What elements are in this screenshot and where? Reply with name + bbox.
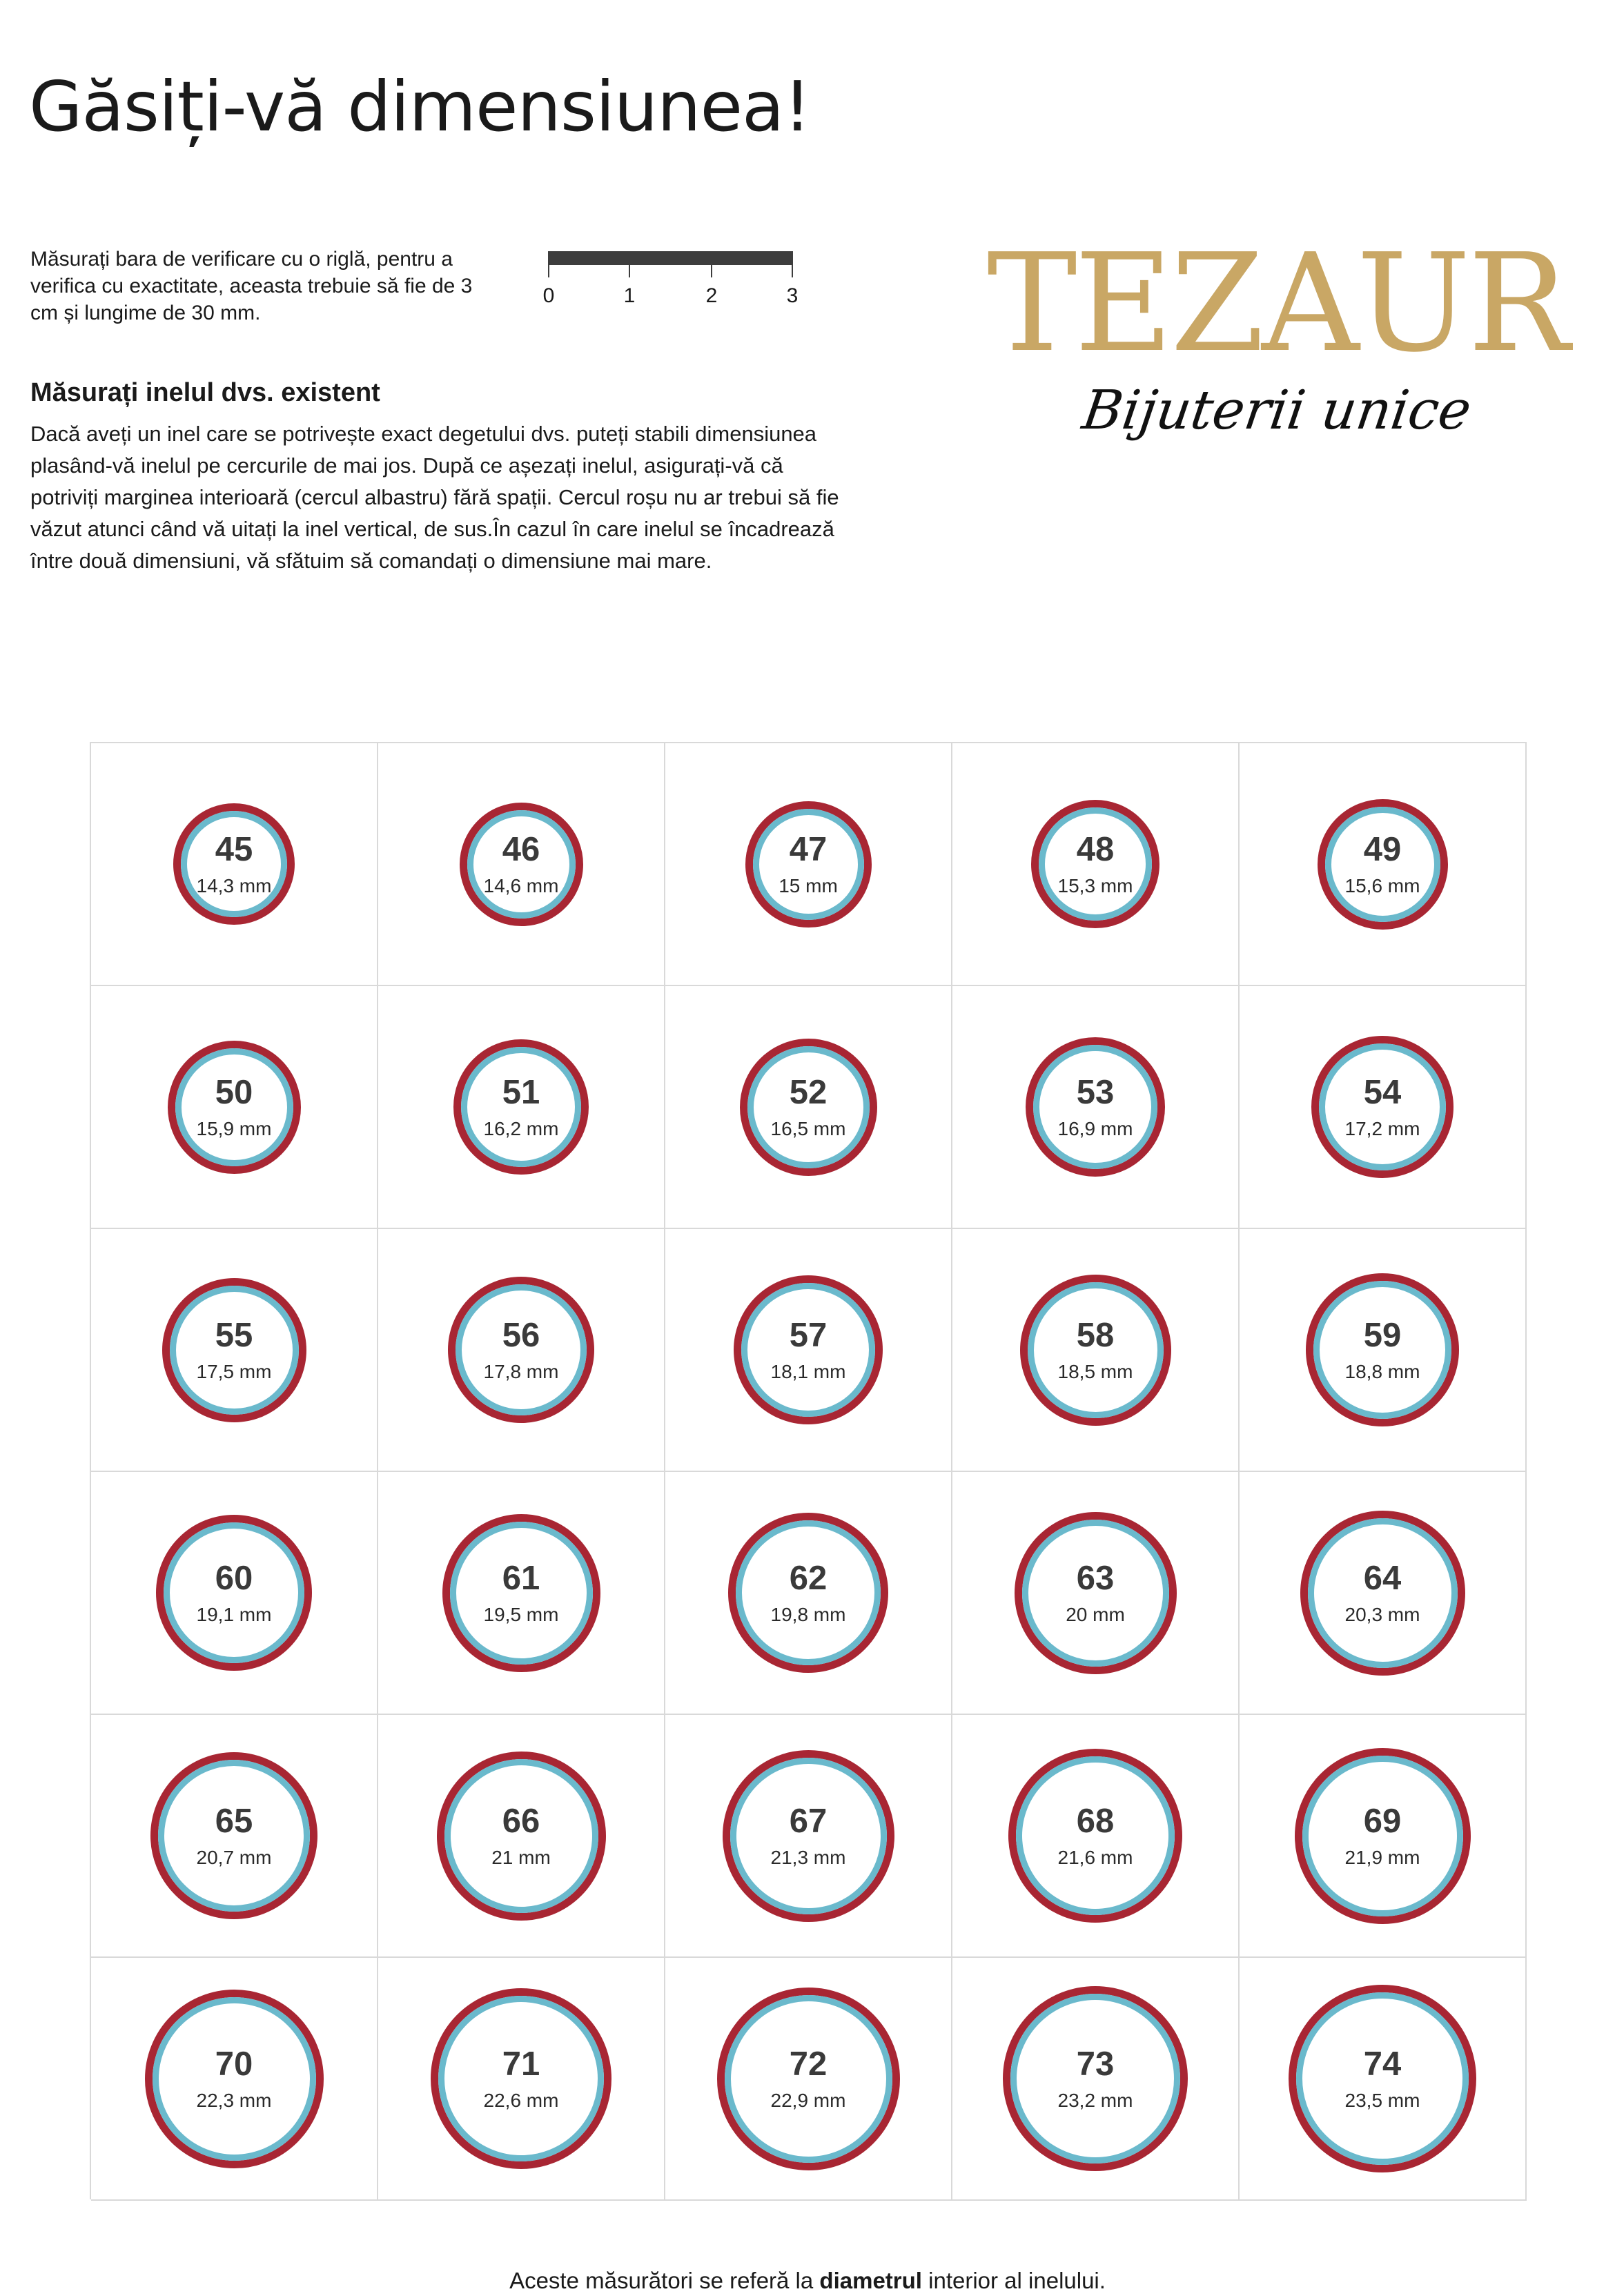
grid-row — [91, 1958, 1527, 2201]
ring-circle-outer — [448, 1277, 594, 1423]
ring-circle-outer — [460, 803, 583, 926]
ring-circle-outer — [442, 1514, 600, 1672]
ring-circle-outer — [717, 1988, 900, 2170]
ring-diameter: 17,8 mm — [483, 1360, 559, 1382]
size-cell — [952, 1472, 1240, 1715]
size-cell — [91, 1715, 378, 1958]
ring-circle-inner — [1016, 1756, 1175, 1915]
ring-diameter: 15,3 mm — [1057, 874, 1133, 896]
ring-size-number: 74 — [1363, 2045, 1402, 2083]
ring-circle-outer — [1289, 1985, 1476, 2172]
ruler-label-3: 3 — [786, 284, 799, 307]
ring-diameter: 18,1 mm — [770, 1360, 846, 1382]
ring-circle-outer — [1020, 1275, 1171, 1426]
size-cell — [665, 1472, 952, 1715]
ring-circle-inner — [461, 1047, 581, 1167]
ring-circle-outer — [728, 1513, 888, 1673]
ring-circle-inner — [1039, 807, 1152, 921]
size-cell — [952, 1715, 1240, 1958]
ring-size-number: 68 — [1076, 1802, 1115, 1840]
ring-circle-outer — [723, 1750, 894, 1922]
ring-circle-outer — [156, 1515, 312, 1671]
ring-size-number: 59 — [1363, 1316, 1402, 1354]
ring-size-number: 61 — [502, 1559, 540, 1597]
size-cell — [378, 1472, 665, 1715]
size-cell — [665, 743, 952, 986]
ring-circle-inner — [1302, 1756, 1463, 1916]
ring-circle-inner — [1022, 1520, 1169, 1667]
ring-size-number: 63 — [1076, 1559, 1115, 1597]
ring-size-number: 55 — [215, 1316, 253, 1354]
ruler-label-1: 1 — [623, 284, 636, 307]
ring-circle-inner — [444, 1759, 598, 1913]
ring-circle-inner — [170, 1286, 299, 1415]
footer-note — [0, 2268, 1615, 2294]
ring-size-number: 66 — [502, 1802, 540, 1840]
ring-size-number: 65 — [215, 1802, 253, 1840]
ring-diameter: 16,9 mm — [1057, 1117, 1133, 1139]
size-cell — [952, 986, 1240, 1229]
ruler-bar — [548, 251, 792, 265]
size-cell — [91, 1229, 378, 1472]
size-cell — [1240, 1715, 1527, 1958]
ring-circle-inner — [730, 1758, 887, 1914]
footer-text-bold: diametrul — [819, 2268, 922, 2293]
ring-size-number: 51 — [502, 1073, 540, 1111]
size-cell — [378, 1958, 665, 2201]
ring-circle-outer — [168, 1041, 301, 1174]
ring-circle-inner — [1028, 1282, 1164, 1418]
ring-size-number: 46 — [502, 830, 540, 868]
ring-circle-outer — [1300, 1511, 1465, 1676]
ring-diameter: 19,5 mm — [483, 1603, 559, 1625]
ring-size-number: 47 — [789, 830, 828, 868]
size-cell — [665, 1229, 952, 1472]
size-cell — [1240, 743, 1527, 986]
ring-circle-outer — [437, 1752, 606, 1921]
verification-ruler — [542, 248, 808, 317]
logo-brand: TEZAUR — [987, 225, 1567, 382]
tezaur-logo — [987, 225, 1567, 469]
size-cell — [1240, 986, 1527, 1229]
ring-size-number: 60 — [215, 1559, 253, 1597]
ring-circle-inner — [1313, 1281, 1451, 1419]
ring-diameter: 21 mm — [491, 1846, 551, 1868]
ring-circle-outer — [745, 801, 872, 928]
ring-size-number: 72 — [789, 2045, 828, 2083]
ring-circle-outer — [431, 1988, 611, 2169]
ring-circle-inner — [1319, 1043, 1446, 1170]
ring-diameter: 20 mm — [1066, 1603, 1125, 1625]
ring-diameter: 18,5 mm — [1057, 1360, 1133, 1382]
ring-size-number: 69 — [1363, 1802, 1402, 1840]
ring-size-number: 73 — [1076, 2045, 1115, 2083]
size-cell — [91, 1958, 378, 2201]
ring-circle-inner — [753, 809, 864, 920]
ring-diameter: 17,2 mm — [1344, 1117, 1420, 1139]
ring-circle-inner — [1010, 1994, 1180, 2163]
ring-circle-inner — [450, 1522, 593, 1665]
ruler-tick — [548, 251, 549, 277]
ring-circle-outer — [1003, 1986, 1188, 2171]
page-title: Găsiți-vă dimensiunea! — [29, 66, 811, 147]
size-cell — [665, 1958, 952, 2201]
ring-diameter: 14,6 mm — [483, 874, 559, 896]
ring-size-number: 67 — [789, 1802, 828, 1840]
ruler-tick — [711, 251, 712, 277]
size-cell — [378, 1715, 665, 1958]
measure-heading: Măsurați inelul dvs. existent — [30, 378, 380, 407]
ring-diameter: 22,6 mm — [483, 2089, 559, 2111]
ring-size-number: 64 — [1363, 1559, 1402, 1597]
size-cell — [952, 743, 1240, 986]
ruler-tick — [792, 251, 793, 277]
ring-circle-inner — [1325, 807, 1440, 922]
size-cell — [952, 1958, 1240, 2201]
ring-diameter: 17,5 mm — [196, 1360, 272, 1382]
ring-circle-outer — [1311, 1036, 1454, 1178]
ring-diameter: 23,2 mm — [1057, 2089, 1133, 2111]
size-cell — [91, 986, 378, 1229]
logo-tagline: Bijuterii unice — [1078, 380, 1476, 442]
ring-diameter: 20,3 mm — [1344, 1603, 1420, 1625]
ring-circle-outer — [145, 1990, 324, 2168]
ring-circle-inner — [747, 1046, 870, 1168]
ring-size-number: 57 — [789, 1316, 828, 1354]
measure-instructions: Dacă aveți un inel care se potrivește exact degetului dvs. puteți stabili dimensiunea plasând-vă inelul pe cercurile de mai jos. După ce așezați inelul, asigurați-vă că potriviți marginea interioară (cercul albastru) fără spații. Cercul roșu nu ar trebui să fie văzut atunci când vă uitați la inel vertical, de sus.În cazul în care inelul se încadrează între două dimensiuni, vă sfătuim să comandați o dimensiune mai mare. — [30, 422, 839, 573]
ring-diameter: 19,8 mm — [770, 1603, 846, 1625]
ring-circle-outer — [150, 1752, 317, 1919]
ruler-label-0: 0 — [542, 284, 555, 307]
size-cell — [952, 1229, 1240, 1472]
ring-circle-inner — [467, 810, 576, 919]
ring-size-number: 45 — [215, 830, 253, 868]
ring-size-number: 49 — [1363, 830, 1402, 868]
ring-diameter: 15 mm — [779, 874, 838, 896]
ring-circle-outer — [1015, 1512, 1177, 1674]
ring-diameter: 14,3 mm — [196, 874, 272, 896]
grid-row — [91, 1715, 1527, 1958]
size-cell — [378, 986, 665, 1229]
ring-diameter: 16,2 mm — [483, 1117, 559, 1139]
grid-row — [91, 743, 1527, 986]
footer-text-before: Aceste măsurători se referă la — [509, 2268, 820, 2293]
footer-text-after: interior al inelului. — [921, 2268, 1106, 2293]
ring-diameter: 21,9 mm — [1344, 1846, 1420, 1868]
ring-circle-outer — [1318, 799, 1448, 930]
ring-circle-inner — [725, 1995, 892, 2163]
ring-diameter: 23,5 mm — [1344, 2089, 1420, 2111]
ring-circle-outer — [162, 1278, 306, 1422]
ring-circle-inner — [736, 1520, 881, 1665]
size-cell — [1240, 1472, 1527, 1715]
ring-circle-outer — [740, 1039, 877, 1176]
ring-circle-outer — [453, 1039, 589, 1175]
ring-size-number: 62 — [789, 1559, 828, 1597]
ring-circle-inner — [1308, 1518, 1458, 1668]
ring-size-number: 58 — [1076, 1316, 1115, 1354]
ring-circle-inner — [456, 1284, 587, 1415]
size-cell — [1240, 1958, 1527, 2201]
grid-row — [91, 986, 1527, 1229]
ring-diameter: 18,8 mm — [1344, 1360, 1420, 1382]
ring-size-number: 54 — [1363, 1073, 1402, 1111]
ring-circle-outer — [734, 1275, 883, 1424]
ring-size-number: 52 — [789, 1073, 828, 1111]
ring-size-number: 71 — [502, 2045, 540, 2083]
size-cell — [665, 986, 952, 1229]
ring-circle-inner — [175, 1048, 293, 1166]
ring-diameter: 22,3 mm — [196, 2089, 272, 2111]
ring-circle-inner — [158, 1760, 310, 1912]
ring-size-number: 48 — [1076, 830, 1115, 868]
ring-circle-inner — [164, 1522, 304, 1663]
ring-diameter: 20,7 mm — [196, 1846, 272, 1868]
ruler-tick — [629, 251, 630, 277]
ring-circle-outer — [1306, 1273, 1459, 1426]
ring-size-number: 70 — [215, 2045, 253, 2083]
size-cell — [378, 743, 665, 986]
ruler-label-2: 2 — [705, 284, 718, 307]
ring-circle-outer — [1026, 1037, 1165, 1177]
ring-circle-outer — [173, 803, 295, 925]
ring-diameter: 21,3 mm — [770, 1846, 846, 1868]
ring-diameter: 15,6 mm — [1344, 874, 1420, 896]
size-cell — [1240, 1229, 1527, 1472]
size-cell — [91, 1472, 378, 1715]
ring-circle-inner — [1033, 1045, 1157, 1169]
ring-diameter: 16,5 mm — [770, 1117, 846, 1139]
ring-circle-outer — [1008, 1749, 1182, 1923]
grid-row — [91, 1229, 1527, 1472]
ring-diameter: 19,1 mm — [196, 1603, 272, 1625]
ring-diameter: 22,9 mm — [770, 2089, 846, 2111]
ring-diameter: 15,9 mm — [196, 1117, 272, 1139]
ring-diameter: 21,6 mm — [1057, 1846, 1133, 1868]
ring-circle-inner — [153, 1997, 316, 2161]
grid-row — [91, 1472, 1527, 1715]
ring-size-number: 56 — [502, 1316, 540, 1354]
ring-circle-outer — [1031, 800, 1159, 928]
ring-size-number: 50 — [215, 1073, 253, 1111]
ring-circle-inner — [741, 1283, 875, 1417]
ruler-instructions: Măsurați bara de verificare cu o riglă, pentru a verifica cu exactitate, aceasta trebuie să fie de 3 cm și lungime de 30 mm. — [30, 248, 473, 324]
ring-size-grid — [90, 742, 1527, 2199]
ring-circle-inner — [438, 1996, 604, 2161]
ring-circle-outer — [1295, 1748, 1471, 1924]
ring-circle-inner — [181, 811, 287, 917]
size-cell — [91, 743, 378, 986]
ring-circle-inner — [1296, 1992, 1469, 2165]
ring-size-number: 53 — [1076, 1073, 1115, 1111]
size-cell — [665, 1715, 952, 1958]
size-cell — [378, 1229, 665, 1472]
